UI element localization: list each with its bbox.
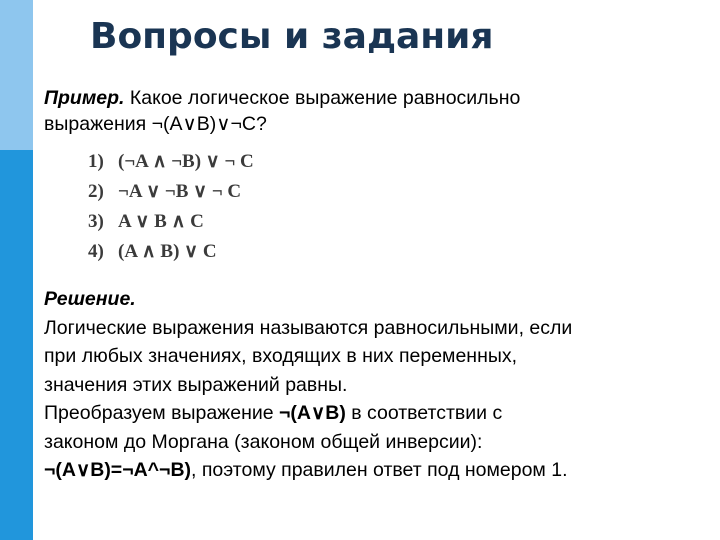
- option-number: 4): [88, 241, 104, 262]
- solution-line-5: законом до Моргана (законом общей инверсии):: [44, 430, 483, 453]
- page-title: Вопросы и задания: [90, 16, 494, 57]
- option-4: [88, 237, 254, 267]
- question-label: Пример.: [44, 87, 125, 109]
- solution-block: [44, 285, 712, 485]
- sidebar-accent-top: [0, 0, 33, 150]
- question-text-1: Какое логическое выражение равносильно: [124, 87, 521, 109]
- question-line-1: [44, 85, 704, 111]
- answer-options: [88, 147, 254, 267]
- solution-label: Решение.: [44, 288, 136, 310]
- option-2: [88, 177, 254, 207]
- option-expression: A ∨ B ∧ C: [118, 211, 204, 232]
- solution-line-1: Логические выражения называются равносильными, если: [44, 316, 573, 339]
- solution-line-6: [44, 456, 712, 485]
- option-1: [88, 147, 254, 177]
- solution-line-4-tail: в соответствии с: [345, 402, 503, 424]
- option-3: [88, 207, 254, 237]
- solution-line-3: значения этих выражений равны.: [44, 373, 348, 396]
- question-text-2: выражения ¬(A∨B)∨¬C?: [44, 113, 267, 135]
- sidebar-accent-bottom: [0, 150, 33, 540]
- option-number: 2): [88, 181, 104, 202]
- option-number: 3): [88, 211, 104, 232]
- solution-line-6-expression: ¬(A∨B)=¬A^¬B): [44, 459, 192, 481]
- option-number: 1): [88, 151, 104, 172]
- solution-line-4: [44, 399, 712, 428]
- question-block: [44, 85, 704, 137]
- option-expression: (¬A ∧ ¬B) ∨ ¬ C: [118, 151, 254, 172]
- option-expression: (A ∧ B) ∨ C: [118, 241, 217, 262]
- solution-line-4-text: Преобразуем выражение: [44, 402, 279, 424]
- solution-line-2: при любых значениях, входящих в них переменных,: [44, 345, 518, 367]
- solution-line-6-tail: , поэтому правилен ответ под номером 1.: [191, 459, 568, 481]
- option-expression: ¬A ∨ ¬B ∨ ¬ C: [118, 181, 242, 202]
- solution-line-4-expression: ¬(A∨B): [279, 402, 346, 424]
